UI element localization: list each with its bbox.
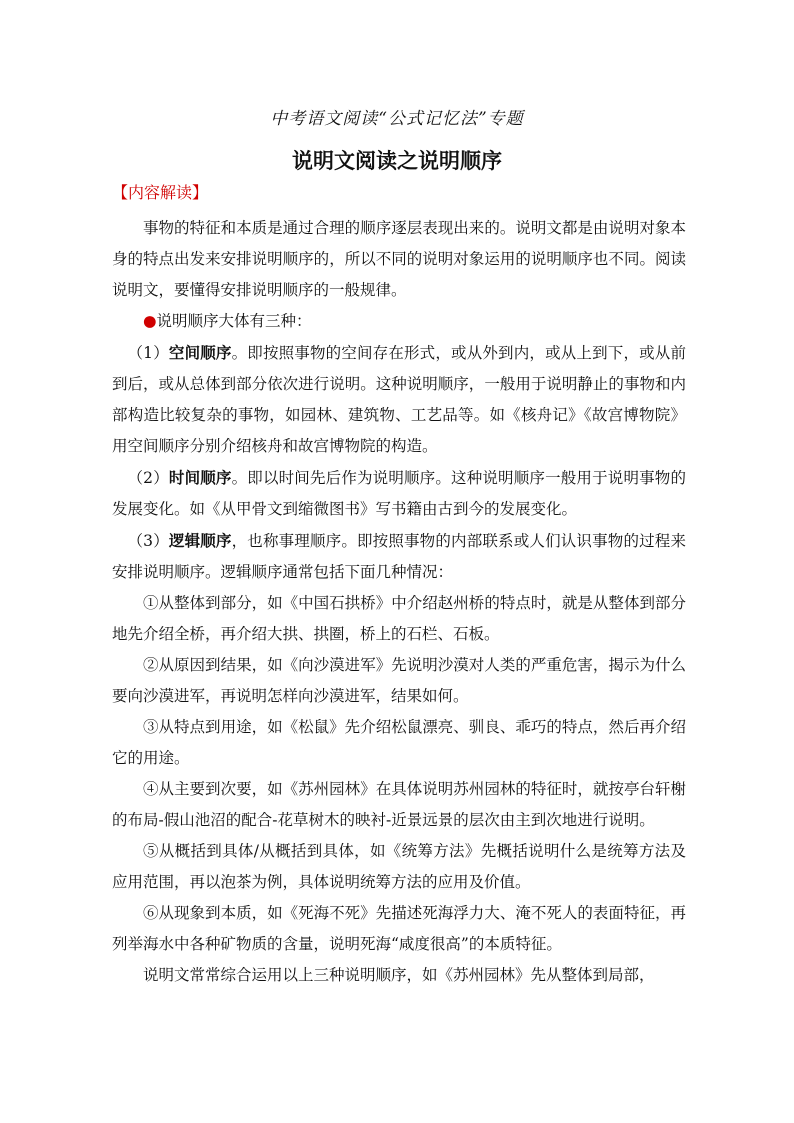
order-type-number: （1）: [127, 344, 169, 362]
logic-item-paragraph: ③从特点到用途，如《松鼠》先介绍松鼠漂亮、驯良、乖巧的特点，然后再介绍它的用途。: [112, 718, 686, 767]
order-type-paragraph: [112, 462, 686, 525]
bullet-text: 说明顺序大体有三种：: [156, 312, 312, 330]
body-text: [112, 213, 686, 991]
logic-item-paragraph: ②从原因到结果，如《向沙漠进军》先说明沙漠对人类的严重危害，揭示为什么要向沙漠进军，再说明怎样向沙漠进军，结果如何。: [112, 656, 686, 705]
logic-item-paragraph: ④从主要到次要，如《苏州园林》在具体说明苏州园林的特征时，就按亭台轩榭的布局-假山池沼的配合-花草树木的映衬-近景远景的层次由主到次地进行说明。: [112, 780, 686, 829]
bullet-paragraph: [112, 306, 686, 337]
page-subtitle: 中考语文阅读“公式记忆法”专题: [270, 109, 524, 129]
order-type-paragraph: [112, 337, 686, 462]
logic-item-paragraph: ⑥从现象到本质，如《死海不死》先描述死海浮力大、淹不死人的表面特征，再列举海水中各种矿物质的含量，说明死海“咸度很高”的本质特征。: [112, 904, 686, 953]
logic-item-paragraph: ⑤从概括到具体/从概括到具体，如《统筹方法》先概括说明什么是统筹方法及应用范围，再以泡茶为例，具体说明统筹方法的应用及价值。: [112, 842, 686, 891]
order-type-keyword: 时间顺序: [168, 468, 232, 487]
order-type-text: 。即按照事物的空间存在形式，或从外到内，或从上到下，或从前到后，或从总体到部分依次进行说明。这种说明顺序，一般用于说明静止的事物和内部构造比较复杂的事物，如园林、建筑物、工艺品等。如《核舟记》《故宫博物院》用空间顺序分别介绍核舟和故宫博物院的构造。: [112, 344, 686, 455]
order-type-number: （2）: [127, 469, 169, 487]
intro-paragraph: 事物的特征和本质是通过合理的顺序逐层表现出来的。说明文都是由说明对象本身的特点出发来安排说明顺序的，所以不同的说明对象运用的说明顺序也不同。阅读说明文，要懂得安排说明顺序的一般规律。: [112, 219, 686, 299]
order-type-paragraph: [112, 525, 686, 588]
page-title: 说明文阅读之说明顺序: [292, 149, 502, 173]
order-type-text: 。即以时间先后作为说明顺序。这种说明顺序一般用于说明事物的发展变化。如《从甲骨文到缩微图书》写书籍由古到今的发展变化。: [112, 469, 686, 518]
order-type-number: （3）: [127, 532, 169, 550]
section-heading: 【内容解读】: [112, 183, 209, 202]
order-type-keyword: 逻辑顺序: [168, 531, 232, 550]
bullet-dot-icon: ●: [143, 312, 157, 330]
logic-item-paragraph: ①从整体到部分，如《中国石拱桥》中介绍赵州桥的特点时，就是从整体到部分地先介绍全桥，再介绍大拱、拱圈，桥上的石栏、石板。: [112, 594, 686, 643]
order-type-text: ，也称事理顺序。即按照事物的内部联系或人们认识事物的过程来安排说明顺序。逻辑顺序通常包括下面几种情况：: [112, 532, 686, 581]
order-type-keyword: 空间顺序: [168, 343, 232, 362]
closing-paragraph: 说明文常常综合运用以上三种说明顺序，如《苏州园林》先从整体到局部，: [143, 966, 655, 984]
